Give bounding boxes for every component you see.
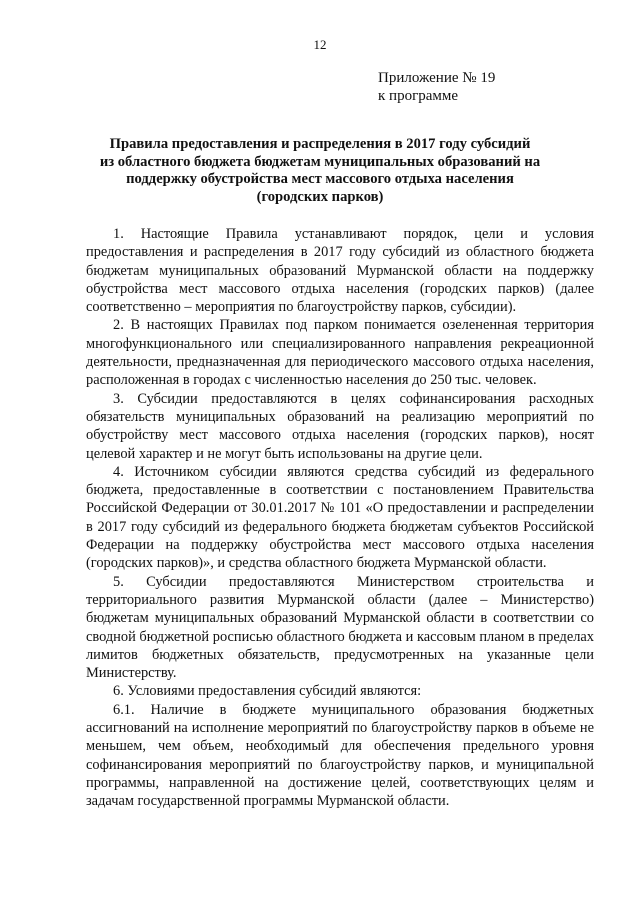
paragraph-6: 6. Условиями предоставления субсидий являются: [113, 683, 422, 700]
paragraph-4: 4. Источником субсидии являются средства субсидий из федерального бюджета, предоставленные в соответствии с постановлением Правительства Российской Федерации от 30.01.2017 № 101 «О предоставлении и распределении в 2017 году субсидий из федерального бюджета бюджетам субъектов Российской Федерации на поддержку обустройства мест массового отдыха населения (городских парков)», и средства областного бюджета Мурманской области. [86, 463, 594, 572]
paragraph-2: 2. В настоящих Правилах под парком понимается озелененная территория многофункционального или специализированного направления рекреационной деятельности, предназначенная для периодического массового отдыха населения, расположенная в городах с численностью населения до 250 тыс. человек. [86, 317, 594, 389]
title-line-2: из областного бюджета бюджетам муниципальных образований на [99, 153, 541, 170]
appendix-line-1: Приложение № 19 [378, 70, 496, 86]
document-title [60, 136, 580, 206]
appendix-note [378, 69, 495, 105]
page-number: 12 [313, 37, 327, 52]
paragraph-6-1: 6.1. Наличие в бюджете муниципального образования бюджетных ассигнований на исполнение мероприятий по благоустройству парков в объеме не меньшем, чем объем, необходимый для обеспечения предельного уровня софинансирования мероприятий по благоустройству парков, и муниципальной программы, направленной на достижение целей, соответствующих целям и задачам государственной программы Мурманской области. [86, 701, 594, 810]
title-line-1: Правила предоставления и распределения в 2017 году субсидий [109, 136, 531, 152]
paragraph-5: 5. Субсидии предоставляются Министерством строительства и территориального развития Мурманской области (далее – Министерство) бюджетам муниципальных образований Мурманской области в соответствии со сводной бюджетной росписью областного бюджета и кассовым планом в пределах лимитов бюджетных обязательств, предусмотренных на указанные цели Министерству. [86, 573, 594, 682]
title-line-4: (городских парков) [256, 188, 384, 205]
paragraph-3: 3. Субсидии предоставляются в целях софинансирования расходных обязательств муниципальных образований на реализацию мероприятий по обустройству мест массового отдыха населения (городских парков), носят целевой характер и не могут быть использованы на другие цели. [86, 390, 594, 462]
document-body [86, 225, 594, 811]
paragraph-1: 1. Настоящие Правила устанавливают порядок, цели и условия предоставления и распределения в 2017 году субсидий из областного бюджета бюджетам муниципальных образований Мурманской области на поддержку обустройства мест массового отдыха населения (городских парков) (далее соответственно – мероприятия по благоустройству парков, субсидии). [86, 226, 594, 316]
appendix-line-2: к программе [378, 88, 459, 104]
title-line-3: поддержку обустройства мест массового отдыха населения [126, 171, 514, 187]
